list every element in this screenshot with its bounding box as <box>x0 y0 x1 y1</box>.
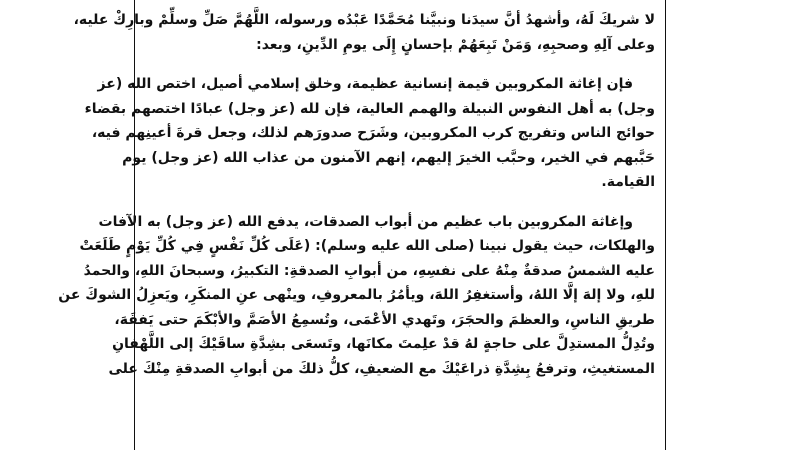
text-line: لا شريكَ لَهُ، وأشهدُ أنَّ سيدَنا ونبيَّنا مُحَمَّدًا عَبْدُه ورسوله، اللَّهُمَّ صَلِّ وسلِّمْ وبارِكْ عليه، <box>73 12 655 28</box>
document-body <box>58 8 655 381</box>
text-line: حوائج الناس وتفريج كرب المكروبين، وشَرَح صدورَهم لذلك، وجعل قرةَ أعينِهم فيه، <box>91 125 655 141</box>
text-line: المستغيثِ، وترفعُ بِشِدَّةِ ذراعَيْكَ مع الضعيفِ، كلُّ ذلكَ من أبوابِ الصدقةِ مِنْكَ على <box>108 360 655 377</box>
text-line: وعلى آلِهِ وصحبِهِ، وَمَنْ تَبِعَهُمْ بإحسانٍ إِلَى يومِ الدِّينِ، وبعد: <box>256 36 655 53</box>
document-page <box>58 0 666 450</box>
paragraph-opening <box>73 8 655 57</box>
paragraph-relief-value <box>84 72 655 195</box>
text-line: والهلكات، حيث يقول نبينا (صلى الله عليه وسلم): (عَلَى كُلِّ نَفْسٍ فِي كُلِّ يَوْمٍ طَلَعَتْ <box>79 238 655 254</box>
text-line: القيامة. <box>601 174 655 190</box>
text-line: حَبَّبهم في الخير، وحبَّب الخيرَ إليهم، إنهم الآمنون من عذاب الله (عز وجل) يوم <box>122 149 655 166</box>
paragraph-charity <box>58 210 655 382</box>
text-line: طريقِ الناسِ، والعظمَ والحجَرَ، وتَهدي الأعْمَى، وتُسمِعُ الأصَمَّ والأبْكَمَ حتى يَفقَهَ، <box>114 311 655 328</box>
text-line: وجل) به أهل النفوس النبيلة والهمم العالية، فإن لله (عز وجل) عبادًا اختصهم بقضاء <box>84 100 655 117</box>
text-line: فإن إغاثة المكروبين قيمة إنسانية عظيمة، وخلق إسلامي أصيل، اختص الله (عز <box>97 76 633 92</box>
text-line: عليه الشمسُ صدقةٌ مِنْهُ على نفسِهِ، من أبوابِ الصدقةِ: التكبيرُ، وسبحانَ اللهِ، والحمدُ <box>83 262 655 279</box>
text-line: للهِ، ولا إلهَ إلَّا اللهُ، وأستغفِرُ اللهَ، ويأمُرُ بالمعروفِ، وينْهى عنِ المنكَرِ، ويَعزِلُ الشوكَ عن <box>58 287 655 303</box>
text-line: وتُدِلُّ المستدِلَّ على حاجةٍ لهُ قدْ علِمتَ مكانَها، وتَسعَى بشِدَّةِ ساقَيْكَ إلى اللَّهْفانِ <box>112 336 655 352</box>
text-line: وإغاثة المكروبين باب عظيم من أبواب الصدقات، يدفع الله (عز وجل) به الآفات <box>98 213 633 230</box>
